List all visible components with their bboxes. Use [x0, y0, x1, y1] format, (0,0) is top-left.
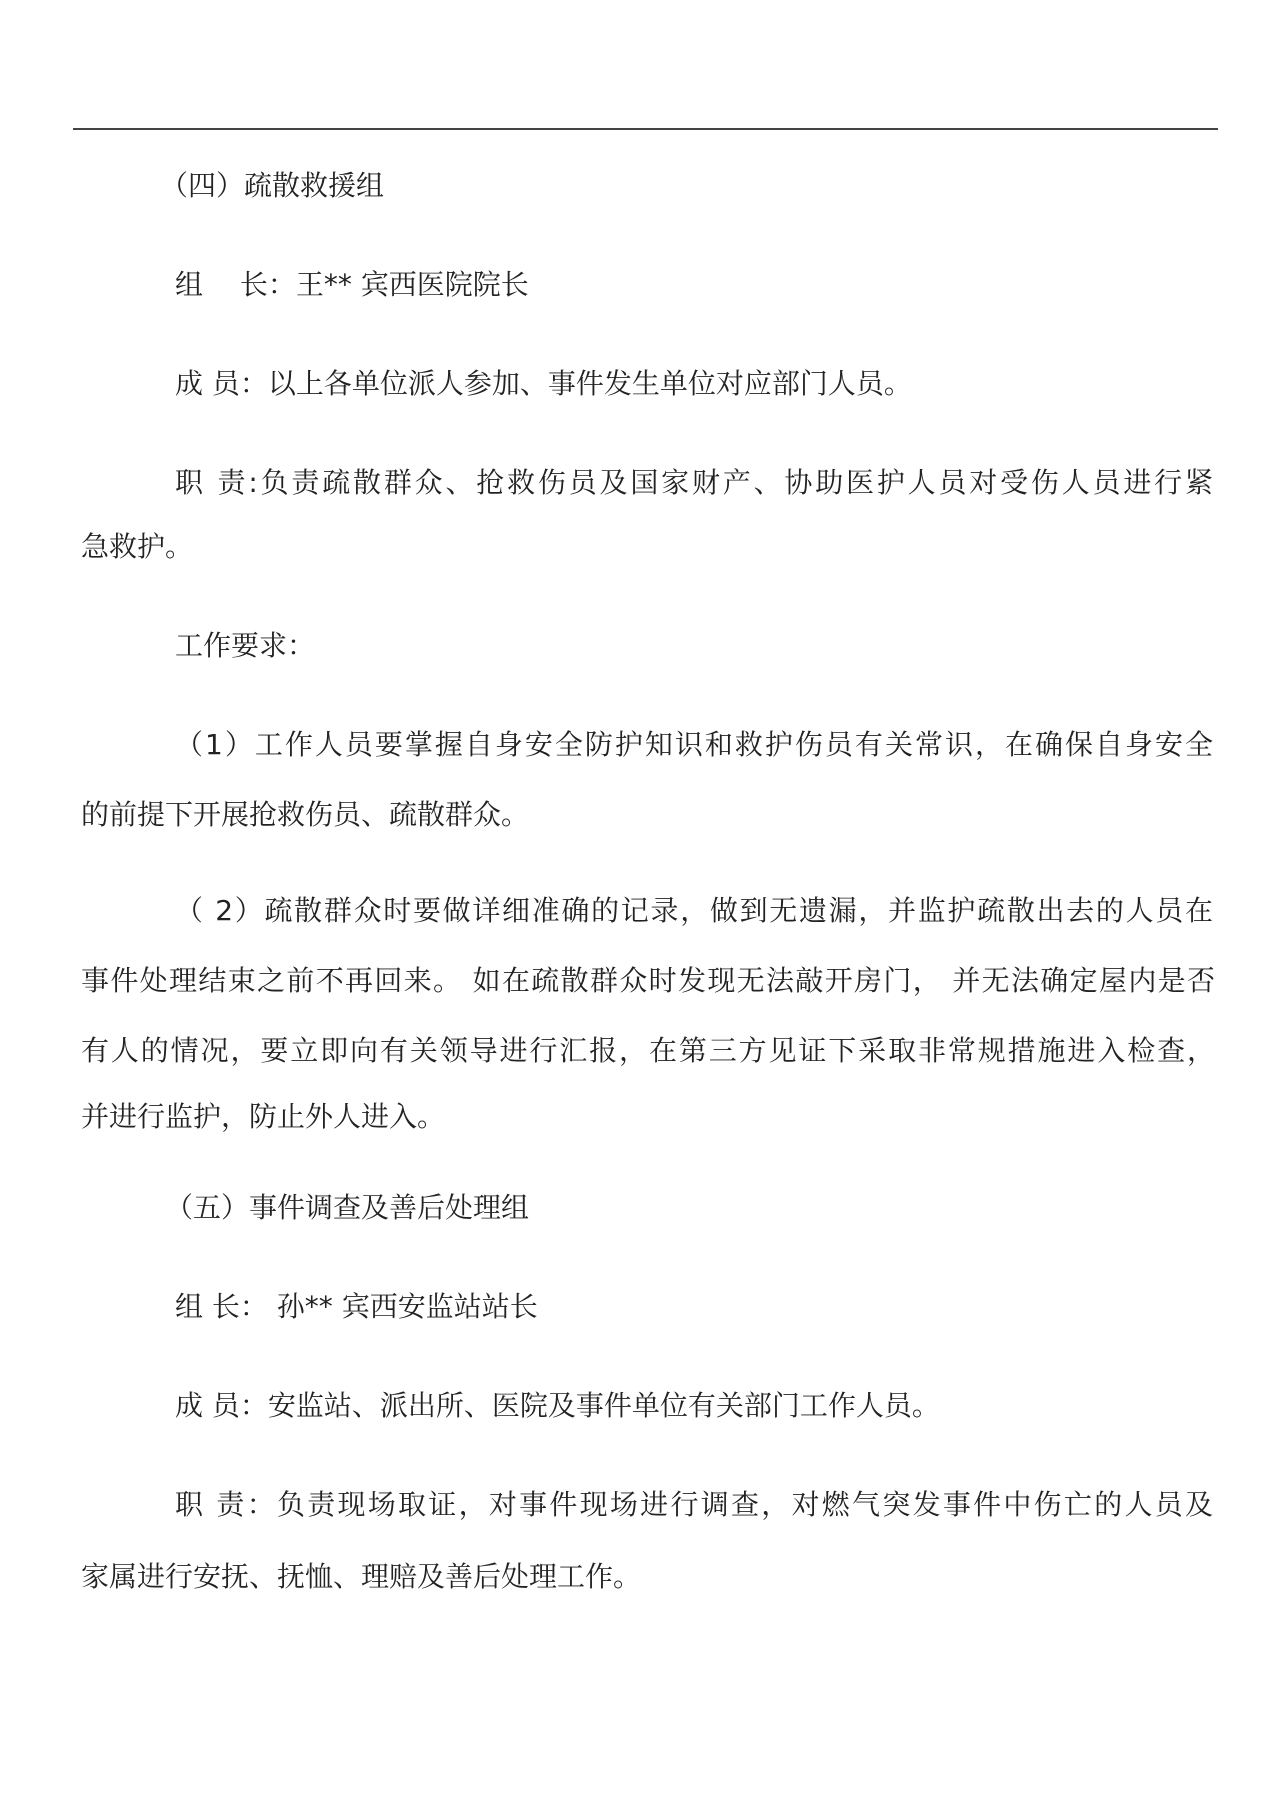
- section-5-leader: 组 长： 孙** 宾西安监站站长: [175, 1290, 538, 1323]
- requirements-label: 工作要求：: [175, 629, 316, 662]
- section-4-duty-line-2: 急救护。: [81, 530, 194, 563]
- requirement-2-line-3: 有人的情况，要立即向有关领导进行汇报，在第三方见证下采取非常规措施进入检查，: [81, 1034, 1215, 1067]
- section-5-duty-line-1: 职 责：负责现场取证，对事件现场进行调查，对燃气突发事件中伤亡的人员及: [175, 1488, 1213, 1521]
- section-4-members: 成 员：以上各单位派人参加、事件发生单位对应部门人员。: [175, 367, 912, 400]
- requirement-2-line-4: 并进行监护，防止外人进入。: [81, 1100, 446, 1133]
- requirement-1-line-1: （1）工作人员要掌握自身安全防护知识和救护伤员有关常识，在确保自身安全: [175, 728, 1213, 761]
- requirement-2-line-2: 事件处理结束之前不再回来。 如在疏散群众时发现无法敲开房门， 并无法确定屋内是否: [81, 964, 1215, 997]
- header-rule: [73, 128, 1218, 130]
- requirement-2-line-1: （ 2）疏散群众时要做详细准确的记录，做到无遗漏，并监护疏散出去的人员在: [175, 894, 1213, 927]
- section-5-duty-line-2: 家属进行安抚、抚恤、理赔及善后处理工作。: [81, 1560, 642, 1593]
- section-5-heading: （五）事件调查及善后处理组: [165, 1191, 530, 1224]
- section-4-leader: 组 长：王** 宾西医院院长: [175, 268, 529, 301]
- requirement-1-line-2: 的前提下开展抢救伤员、疏散群众。: [81, 798, 530, 831]
- section-5-members: 成 员：安监站、派出所、医院及事件单位有关部门工作人员。: [175, 1389, 940, 1422]
- section-4-heading: （四）疏散救援组: [160, 169, 385, 202]
- section-4-duty-line-1: 职 责:负责疏散群众、抢救伤员及国家财产、协助医护人员对受伤人员进行紧: [175, 466, 1213, 499]
